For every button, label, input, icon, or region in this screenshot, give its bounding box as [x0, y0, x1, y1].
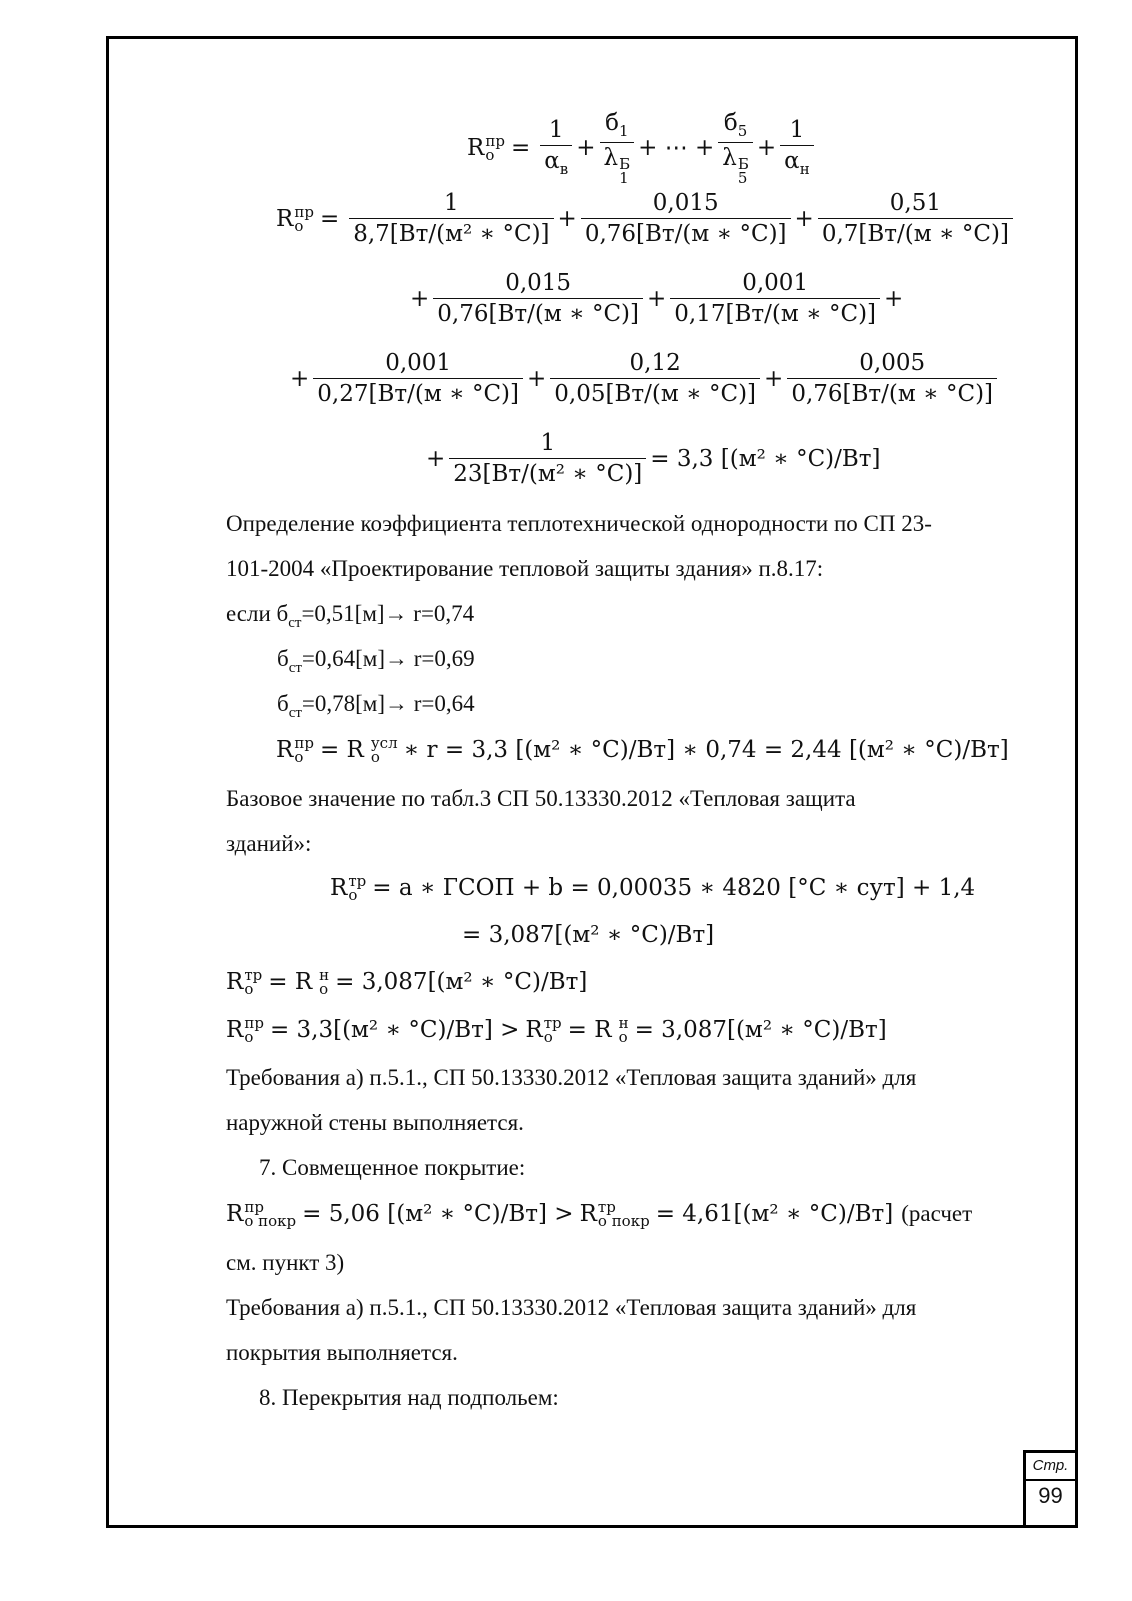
formula-resistance-row-1: R пр о = $\frac{1}{\text{8,7[Вт/(м² ∗ °С)]}}$ + $\frac{0,015}{0,76[Вт/(м ∗ ^\circ С)]}$ + $\frac{0,51}{0,7[Вт/(м ∗ ^\circ С)]}$ — [276, 190, 1017, 247]
page-number-stamp — [1023, 1450, 1078, 1528]
formula-required-resistance-result: = 3,087[(м² ∗ °С)/Вт] — [462, 922, 715, 948]
paragraph-line: Определение коэффициента теплотехнической однородности по СП 23- — [226, 511, 932, 536]
formula-resistance-row-4: + $\frac{1}{\text{23[Вт/(м² ∗ °С)]}}$ = 3,3 [(м² ∗ °С)/Вт] — [426, 430, 881, 487]
paragraph-line: покрытия выполняется. — [226, 1340, 458, 1365]
paragraph-line: наружной стены выполняется. — [226, 1110, 524, 1135]
formula-comparison-roof: R пр о покр = 5,06 [(м² ∗ °С)/Вт] > R тр о покр = 4,61[(м² ∗ °С)/Вт] (расчет — [226, 1198, 973, 1230]
formula-required-resistance: R тр о = a ∗ ГСОП + b = 0,00035 ∗ 4820 [°С ∗ сут] + 1,4 — [330, 872, 976, 904]
formula-reduced-resistance: R пр о = R усл о ∗ r = 3,3 [(м² ∗ °С)/Вт] ∗ 0,74 = 2,44 [(м² ∗ °С)/Вт] — [276, 734, 1009, 766]
paragraph-line: см. пункт 3) — [226, 1250, 345, 1275]
page-label: Стр. — [1026, 1453, 1075, 1481]
list-item-7: 7. Совмещенное покрытие: — [259, 1155, 526, 1180]
page-number: 99 — [1038, 1483, 1063, 1508]
condition-line-1: если $б_{ст}=0,51[м]\to r=0,74$ — [226, 601, 475, 631]
paragraph-line: зданий»: — [226, 831, 312, 856]
condition-line-3: $б_{ст}=0,78[м]\to r=0,64$ — [277, 691, 475, 721]
paragraph-line: Требования а) п.5.1., СП 50.13330.2012 «Тепловая защита зданий» для — [226, 1065, 917, 1090]
formula-resistance-row-2: + $\frac{0,015}{0,76[Вт/(м ∗ ^\circ С)]}$ + $\frac{0,001}{0,17[Вт/(м ∗ ^\circ С)]}$ + — [410, 270, 904, 327]
paragraph-line: 101-2004 «Проектирование тепловой защиты здания» п.8.17: — [226, 556, 824, 581]
formula-resistance-row-3: + $\frac{0,001}{0,27[Вт/(м ∗ ^\circ С)]}$ + $\frac{0,12}{0,05[Вт/(м ∗ ^\circ С)]}$ + $\frac{0,005}{0,76[Вт/(м ∗ ^\circ С)]}$ — [290, 350, 1001, 407]
paragraph-line: Базовое значение по табл.3 СП 50.13330.2012 «Тепловая защита — [226, 786, 856, 811]
paragraph-line: Требования а) п.5.1., СП 50.13330.2012 «Тепловая защита зданий» для — [226, 1295, 917, 1320]
formula-resistance-general: R пр о = $\frac{1}{\alpha_в}$ + $б_1$ λ Б 1 + ⋯ + $б_5$ λ Б 5 + $\frac{1}{\alpha_н}$ — [467, 110, 818, 185]
list-item-8: 8. Перекрытия над подпольем: — [259, 1385, 559, 1410]
condition-line-2: $б_{ст}=0,64[м]\to r=0,69$ — [277, 646, 475, 676]
formula-comparison-wall: R пр о = 3,3[(м² ∗ °С)/Вт] > R тр о = R н о = 3,087[(м² ∗ °С)/Вт] — [226, 1014, 887, 1046]
formula-normative-resistance: R тр о = R н о = 3,087[(м² ∗ °С)/Вт] — [226, 966, 588, 998]
